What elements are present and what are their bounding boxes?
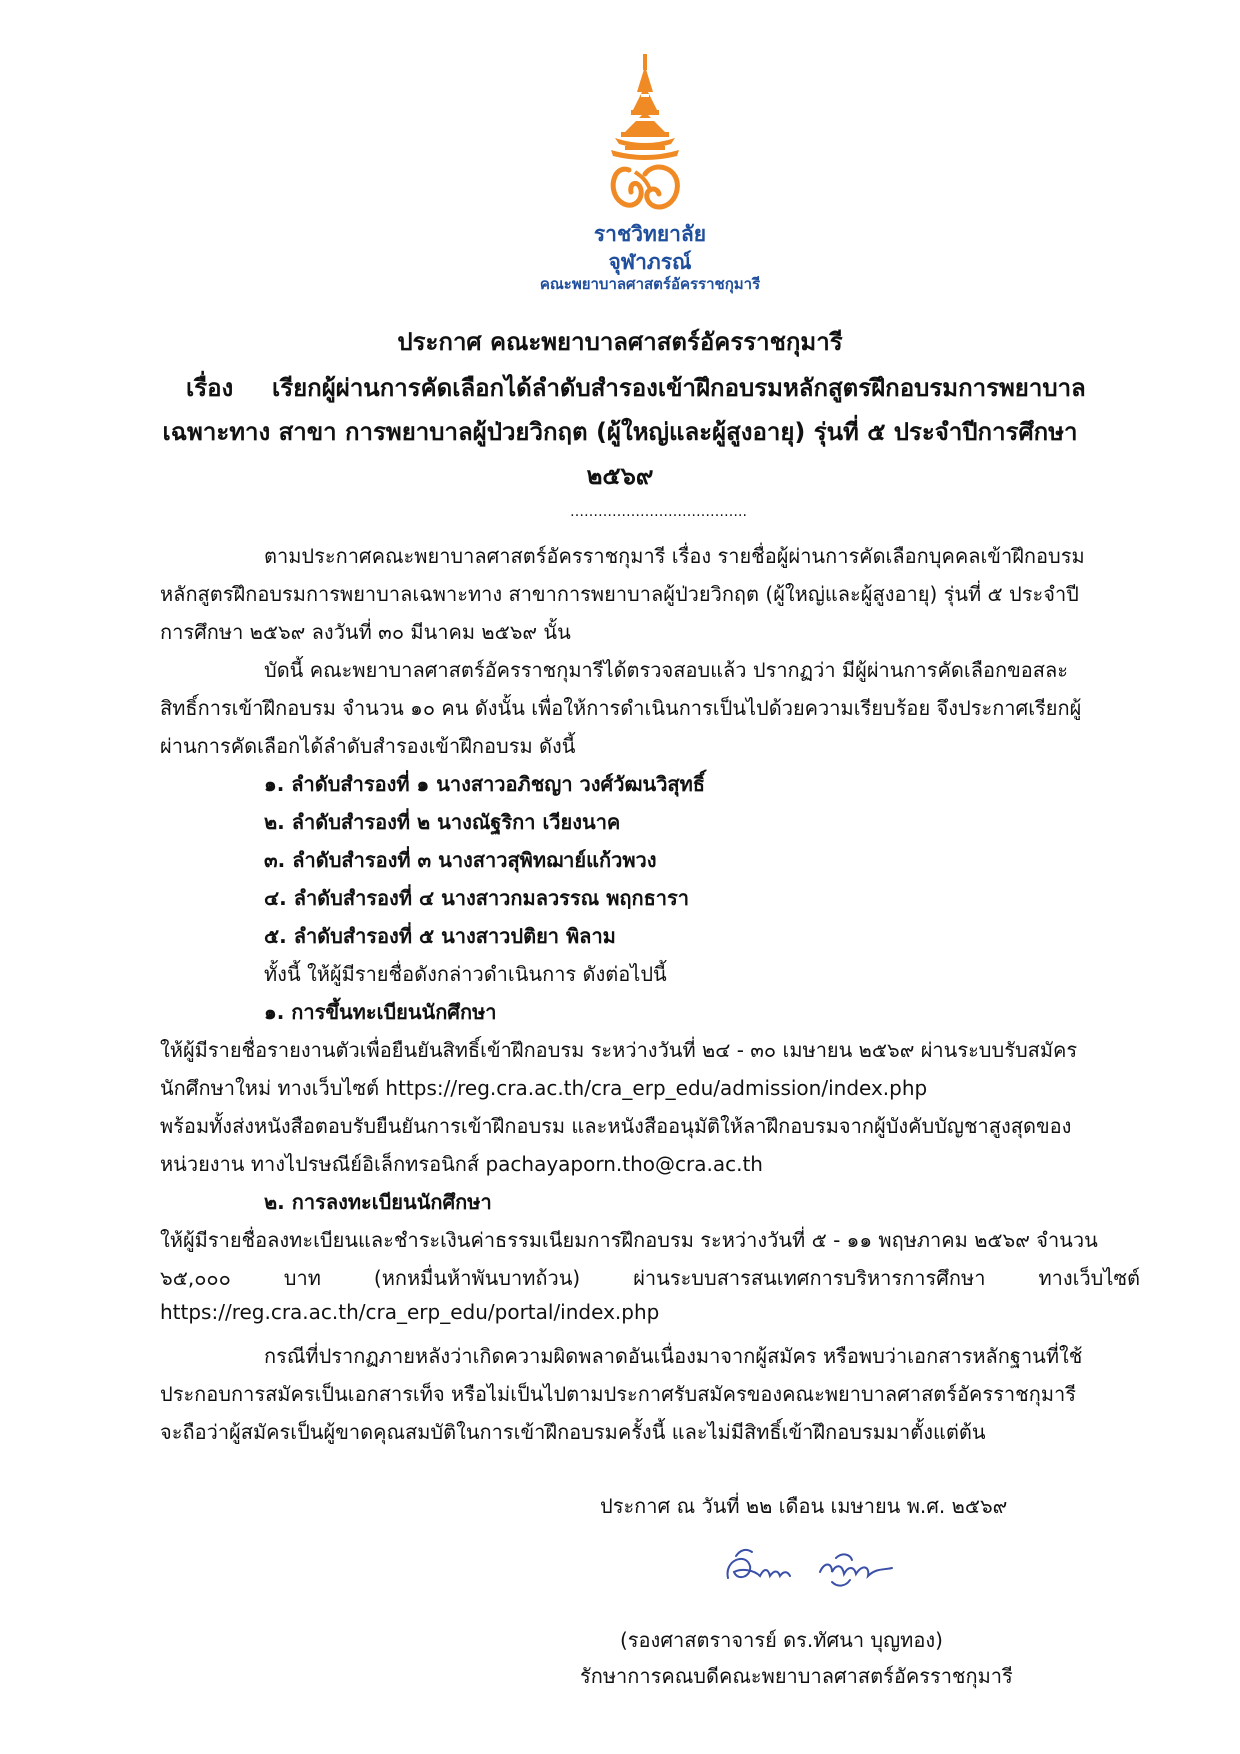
step2-line3: https://reg.cra.ac.th/cra_erp_edu/portal/index.php [160,1300,660,1324]
fee-unit: บาท [283,1266,321,1290]
step1-line1: ให้ผู้มีรายชื่อรายงานตัวเพื่อยืนยันสิทธิ์เข้าฝึกอบรม ระหว่างวันที่ ๒๔ - ๓๐ เมษายน ๒๕๖๙ ผ่านระบบรับสมัคร [160,1038,1078,1062]
steps-intro: ทั้งนี้ ให้ผู้มีรายชื่อดังกล่าวดำเนินการ ดังต่อไปนี้ [264,962,667,986]
org-name-line1: ราชวิทยาลัย [593,222,707,246]
paragraph2-line2: สิทธิ์การเข้าฝึกอบรม จำนวน ๑๐ คน ดังนั้น เพื่อให้การดำเนินการเป็นไปด้วยความเรียบร้อย จึงประกาศเรียกผู้ [160,696,1082,720]
paragraph1-line3: การศึกษา ๒๕๖๙ ลงวันที่ ๓๐ มีนาคม ๒๕๖๙ นั้น [160,620,571,644]
reserve-item: ๔. ลำดับสำรองที่ ๔ นางสาวกมลวรรณ พฤกธารา [264,886,689,910]
system-name: ผ่านระบบสารสนเทศการบริหารการศึกษา [633,1266,986,1290]
step1-heading: ๑. การขึ้นทะเบียนนักศึกษา [264,1000,497,1024]
reserve-item: ๓. ลำดับสำรองที่ ๓ นางสาวสุพิทฌาย์แก้วพวง [264,848,657,872]
reserve-item: ๒. ลำดับสำรองที่ ๒ นางณัฐริกา เวียงนาค [264,810,621,834]
subject-label: เรื่อง [186,374,234,402]
step1-line4: หน่วยงาน ทางไปรษณีย์อิเล็กทรอนิกส์ pachayaporn.tho@cra.ac.th [160,1152,763,1176]
step1-line2: นักศึกษาใหม่ ทางเว็บไซต์ https://reg.cra.ac.th/cra_erp_edu/admission/index.php [160,1076,928,1100]
paragraph3-line2: ประกอบการสมัครเป็นเอกสารเท็จ หรือไม่เป็นไปตามประกาศรับสมัครของคณะพยาบาลศาสตร์อัครราชกุมารี [160,1382,1076,1406]
announcement-title: ประกาศ คณะพยาบาลศาสตร์อัครราชกุมารี [397,328,843,356]
step1-line3: พร้อมทั้งส่งหนังสือตอบรับยืนยันการเข้าฝึกอบรม และหนังสืออนุมัติให้ลาฝึกอบรมจากผู้บังคับบัญชาสูงสุดของ [160,1114,1072,1138]
paragraph2-line1: บัดนี้ คณะพยาบาลศาสตร์อัครราชกุมารีได้ตรวจสอบแล้ว ปรากฏว่า มีผู้ผ่านการคัดเลือกขอสละ [264,658,1068,682]
subject-line3: ๒๕๖๙ [586,462,654,490]
paragraph3-line3: จะถือว่าผู้สมัครเป็นผู้ขาดคุณสมบัติในการเข้าฝึกอบรมครั้งนี้ และไม่มีสิทธิ์เข้าฝึกอบรมมาตั้งแต่ต้น [160,1420,986,1444]
announcement-date: ประกาศ ณ วันที่ ๒๒ เดือน เมษายน พ.ศ. ๒๕๖๙ [600,1494,1008,1518]
fee-amount: ๖๕,๐๐๐ [160,1266,231,1290]
reserve-item: ๕. ลำดับสำรองที่ ๕ นางสาวปติยา พิลาม [264,924,616,948]
signer-position: รักษาการคณบดีคณะพยาบาลศาสตร์อัครราชกุมารี [580,1664,1013,1688]
step2-line1: ให้ผู้มีรายชื่อลงทะเบียนและชำระเงินค่าธรรมเนียมการฝึกอบรม ระหว่างวันที่ ๕ - ๑๑ พฤษภาคม ๒๕๖๙ จำนวน [160,1228,1098,1252]
signer-name: (รองศาสตราจารย์ ดร.ทัศนา บุญทอง) [620,1628,943,1652]
paragraph2-line3: ผ่านการคัดเลือกได้ลำดับสำรองเข้าฝึกอบรม ดังนี้ [160,734,576,758]
paragraph1-line1: ตามประกาศคณะพยาบาลศาสตร์อัครราชกุมารี เรื่อง รายชื่อผู้ผ่านการคัดเลือกบุคคลเข้าฝึกอบรม [264,544,1085,568]
org-name-line2: จุฬาภรณ์ [608,250,692,274]
paragraph1-line2: หลักสูตรฝึกอบรมการพยาบาลเฉพาะทาง สาขาการพยาบาลผู้ป่วยวิกฤต (ผู้ใหญ่และผู้สูงอายุ) รุ่นที่ ๕ ประจำปี [160,582,1079,606]
org-faculty-name: คณะพยาบาลศาสตร์อัครราชกุมารี [539,275,761,293]
website-label: ทางเว็บไซต์ [1038,1266,1140,1290]
subject-line2: เฉพาะทาง สาขา การพยาบาลผู้ป่วยวิกฤต (ผู้ใหญ่และผู้สูงอายุ) รุ่นที่ ๕ ประจำปีการศึกษา [162,418,1078,446]
step2-line2 [160,1262,1140,1294]
step2-heading: ๒. การลงทะเบียนนักศึกษา [264,1190,492,1214]
reserve-item: ๑. ลำดับสำรองที่ ๑ นางสาวอภิชญา วงศ์วัฒนวิสุทธิ์ [264,772,706,796]
subject-line1: เรียกผู้ผ่านการคัดเลือกได้ลำดับสำรองเข้าฝึกอบรมหลักสูตรฝึกอบรมการพยาบาล [272,374,1086,402]
college-emblem-icon [585,52,705,227]
signature-icon [716,1538,906,1598]
separator: ……………………………….. [570,504,747,520]
paragraph3-line1: กรณีที่ปรากฏภายหลังว่าเกิดความผิดพลาดอันเนื่องมาจากผู้สมัคร หรือพบว่าเอกสารหลักฐานที่ใช้ [264,1344,1083,1368]
fee-in-words: (หกหมื่นห้าพันบาทถ้วน) [373,1266,581,1290]
